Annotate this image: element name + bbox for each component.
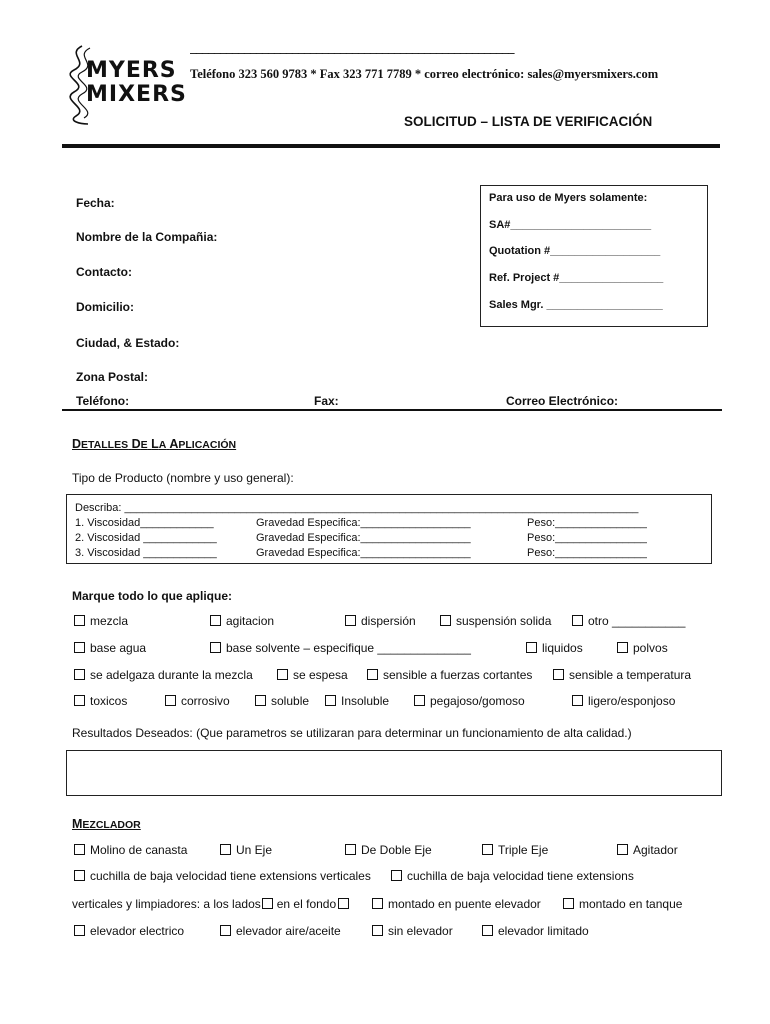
checkbox-icon[interactable] [617,642,628,653]
viscosity-3[interactable]: 3. Viscosidad ____________ [75,547,217,559]
checkbox-icon[interactable] [74,925,85,936]
checkbox-insoluble[interactable]: Insoluble [325,694,389,708]
fecha-label: Fecha: [76,196,115,210]
checkbox-liquidos[interactable]: liquidos [526,641,583,655]
logo-text-mixers: MIXERS [86,82,187,107]
checkbox-sensible-temperatura[interactable]: sensible a temperatura [553,668,691,682]
desired-results-box[interactable] [66,750,722,796]
header-contact-info: Teléfono 323 560 9783 * Fax 323 771 7789 * correo electrónico: sales@myersmixers.com [190,67,659,81]
checkbox-suspension[interactable]: suspensión solida [440,614,551,628]
fax-label: Fax: [314,394,339,408]
checkbox-elevador-limitado[interactable]: elevador limitado [482,924,589,938]
checkbox-base-solvente[interactable]: base solvente – especifique ______________ [210,641,471,655]
checkbox-icon[interactable] [391,870,402,881]
weight-2[interactable]: Peso:_______________ [527,532,647,544]
checkbox-icon[interactable] [553,669,564,680]
checkbox-se-adelgaza[interactable]: se adelgaza durante la mezcla [74,668,253,682]
ref-project-field[interactable]: Ref. Project #_________________ [489,272,664,284]
checkbox-pegajoso[interactable]: pegajoso/gomoso [414,694,525,708]
phone-label: Teléfono: [76,394,130,408]
checkbox-icon[interactable] [482,844,493,855]
checkbox-elevador-electrico[interactable]: elevador electrico [74,924,184,938]
checkbox-icon[interactable] [220,844,231,855]
checkbox-icon[interactable] [482,925,493,936]
address-label: Domicilio: [76,300,135,314]
checkbox-base-agua[interactable]: base agua [74,641,146,655]
checkbox-un-eje[interactable]: Un Eje [220,843,272,857]
checkbox-icon[interactable] [255,695,266,706]
checkbox-toxicos[interactable]: toxicos [74,694,127,708]
checkbox-icon[interactable] [372,925,383,936]
checkbox-molino[interactable]: Molino de canasta [74,843,187,857]
form-divider [62,409,722,411]
checkbox-montado-tanque[interactable]: montado en tanque [563,897,682,911]
checkbox-corrosivo[interactable]: corrosivo [165,694,230,708]
checkbox-icon[interactable] [262,898,273,909]
checkbox-otro[interactable]: otro ___________ [572,614,685,628]
header-divider [62,144,720,148]
checkbox-icon[interactable] [338,898,349,909]
mixer-heading: MEZCLADOR [72,817,141,831]
checkbox-soluble[interactable]: soluble [255,694,309,708]
gravity-2[interactable]: Gravedad Especifica:__________________ [256,532,471,544]
logo-text-myers: MYERS [86,58,177,83]
checkbox-icon[interactable] [74,870,85,881]
company-logo [60,44,190,126]
viscosity-1[interactable]: 1. Viscosidad____________ [75,517,214,529]
checkbox-icon[interactable] [414,695,425,706]
gravity-3[interactable]: Gravedad Especifica:__________________ [256,547,471,559]
checkbox-icon[interactable] [277,669,288,680]
checkbox-icon[interactable] [572,615,583,626]
checkbox-doble-eje[interactable]: De Doble Eje [345,843,432,857]
contact-label: Contacto: [76,265,132,279]
product-description-box [66,494,712,564]
product-type-label: Tipo de Producto (nombre y uso general): [72,471,294,485]
checkbox-icon[interactable] [74,615,85,626]
checkbox-icon[interactable] [165,695,176,706]
check-all-heading: Marque todo lo que aplique: [72,589,232,603]
checkbox-polvos[interactable]: polvos [617,641,668,655]
company-name-label: Nombre de la Compañia: [76,230,218,244]
checkbox-icon[interactable] [563,898,574,909]
checkbox-elevador-aire[interactable]: elevador aire/aceite [220,924,341,938]
checkbox-mezcla[interactable]: mezcla [74,614,128,628]
checkbox-icon[interactable] [345,615,356,626]
checkbox-se-espesa[interactable]: se espesa [277,668,348,682]
quotation-field[interactable]: Quotation #__________________ [489,245,661,257]
checkbox-icon[interactable] [210,642,221,653]
header-blank-lines: ______________________________________________________ [190,40,514,55]
checkbox-agitador[interactable]: Agitador [617,843,678,857]
describa-field[interactable]: Describa: ____________________________________________________________________________________ [75,502,639,514]
checkbox-icon[interactable] [345,844,356,855]
checkbox-cuchilla-extensions[interactable]: cuchilla de baja velocidad tiene extensions [391,869,634,883]
checkbox-cuchilla-verticales[interactable]: cuchilla de baja velocidad tiene extensions verticales [74,869,371,883]
viscosity-2[interactable]: 2. Viscosidad ____________ [75,532,217,544]
sales-mgr-field[interactable]: Sales Mgr. ___________________ [489,299,663,311]
checkbox-icon[interactable] [74,844,85,855]
checkbox-ligero[interactable]: ligero/esponjoso [572,694,675,708]
checkbox-icon[interactable] [325,695,336,706]
scrapers-label: verticales y limpiadores: a los lados en el fondo [72,897,354,911]
checkbox-icon[interactable] [220,925,231,936]
myers-only-title: Para uso de Myers solamente: [489,192,648,204]
checkbox-icon[interactable] [617,844,628,855]
weight-3[interactable]: Peso:_______________ [527,547,647,559]
checkbox-sensible-cortantes[interactable]: sensible a fuerzas cortantes [367,668,532,682]
checkbox-icon[interactable] [367,669,378,680]
checkbox-puente-elevador[interactable]: montado en puente elevador [372,897,541,911]
myers-only-box [480,185,708,327]
city-state-label: Ciudad, & Estado: [76,336,180,350]
email-label: Correo Electrónico: [506,394,619,408]
checkbox-icon[interactable] [74,642,85,653]
checkbox-icon[interactable] [74,669,85,680]
checkbox-icon[interactable] [572,695,583,706]
gravity-1[interactable]: Gravedad Especifica:__________________ [256,517,471,529]
sa-field[interactable]: SA#_______________________ [489,219,652,231]
checkbox-triple-eje[interactable]: Triple Eje [482,843,548,857]
checkbox-dispersion[interactable]: dispersión [345,614,416,628]
page-title: SOLICITUD – LISTA DE VERIFICACIÓN [404,114,653,129]
checkbox-icon[interactable] [372,898,383,909]
weight-1[interactable]: Peso:_______________ [527,517,647,529]
desired-results-label: Resultados Deseados: (Que parametros se utilizaran para determinar un funcionamiento de alta calidad.) [72,726,632,740]
checkbox-icon[interactable] [440,615,451,626]
application-details-heading: DETALLES DE LA APLICACIÓN [72,437,237,451]
checkbox-icon[interactable] [74,695,85,706]
checkbox-icon[interactable] [210,615,221,626]
checkbox-icon[interactable] [526,642,537,653]
checkbox-sin-elevador[interactable]: sin elevador [372,924,453,938]
zip-label: Zona Postal: [76,370,149,384]
checkbox-agitacion[interactable]: agitacion [210,614,274,628]
